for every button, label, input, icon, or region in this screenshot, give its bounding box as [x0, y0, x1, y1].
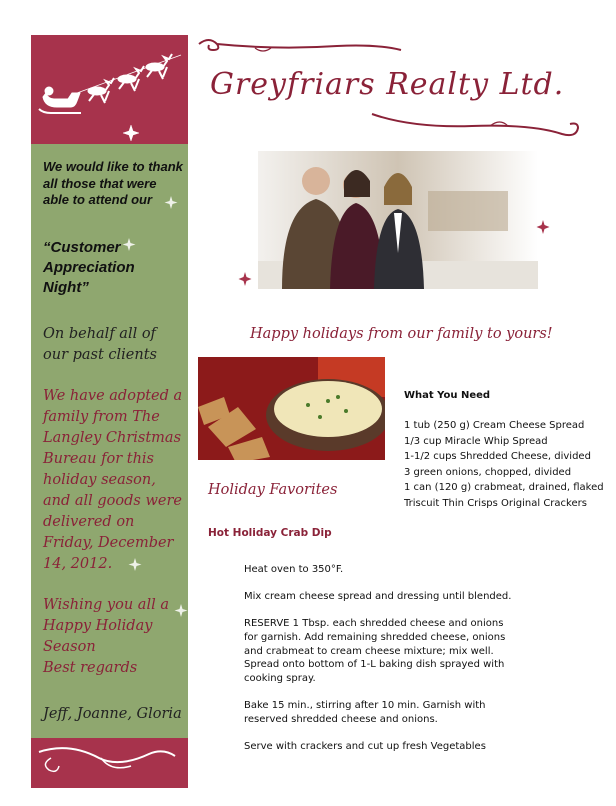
list-item: 1 tub (250 g) Cream Cheese Spread — [404, 420, 585, 431]
recipe-steps — [244, 563, 516, 767]
wish-line: Season — [43, 639, 96, 655]
recipe-step: RESERVE 1 Tbsp. each shredded cheese and onions for garnish. Add remaining shredded cheese, onions and crabmeat to cream cheese mixture; mix well. Spread onto bottom of 1-L baking dish sprayed with cooking spray. — [244, 618, 506, 684]
crab-dip-photo — [198, 357, 385, 460]
star-ornament-icon — [536, 220, 550, 234]
section-title: Holiday Favorites — [208, 482, 338, 498]
list-item: 3 green onions, chopped, divided — [404, 466, 572, 478]
recipe-title: Hot Holiday Crab Dip — [208, 527, 332, 539]
company-title: Greyfriars Realty Ltd. — [210, 67, 565, 102]
holiday-wishes — [43, 595, 185, 679]
thank-you-text: We would like to thank all those that were able to attend our — [43, 159, 183, 207]
sidebar-footer-block — [31, 738, 188, 788]
recipe-step: Mix cream cheese spread and dressing until blended. — [244, 591, 512, 603]
star-ornament-icon — [238, 272, 252, 286]
recipe-step: Serve with crackers and cut up fresh Vegetables — [244, 740, 486, 752]
signature: Jeff, Joanne, Gloria — [43, 706, 182, 722]
swirl-ornament-icon — [31, 738, 188, 788]
adoption-text: We have adopted a family from The Langley Christmas Bureau for this holiday season, and all goods were delivered on Friday, December 14, 2012. — [43, 388, 183, 572]
sidebar-header-block — [31, 35, 188, 144]
event-name: “Customer Appreciation Night” — [43, 239, 135, 296]
behalf-text: On behalf all of our past clients — [43, 326, 157, 363]
wish-line: Wishing you all a — [43, 597, 169, 613]
recipe-step: Heat oven to 350°F. — [244, 564, 344, 575]
recipe-step: Bake 15 min., stirring after 10 min. Garnish with reserved shredded cheese and onions. — [244, 699, 486, 725]
bottom-flourish-icon — [370, 108, 585, 138]
ingredients-heading: What You Need — [404, 390, 491, 401]
wish-line: Happy Holiday — [43, 618, 153, 634]
santa-sleigh-icon — [31, 35, 188, 144]
family-photo — [258, 151, 538, 289]
wish-line: Best regards — [43, 660, 138, 676]
top-flourish-icon — [195, 36, 405, 58]
list-item: 1-1/2 cups Shredded Cheese, divided — [404, 451, 591, 462]
list-item: Triscuit Thin Crisps Original Crackers — [404, 497, 587, 509]
list-item: 1 can (120 g) crabmeat, drained, flaked — [404, 482, 604, 493]
holiday-greeting: Happy holidays from our family to yours! — [250, 326, 553, 342]
list-item: 1/3 cup Miracle Whip Spread — [404, 435, 548, 447]
ingredients-list — [404, 418, 604, 511]
